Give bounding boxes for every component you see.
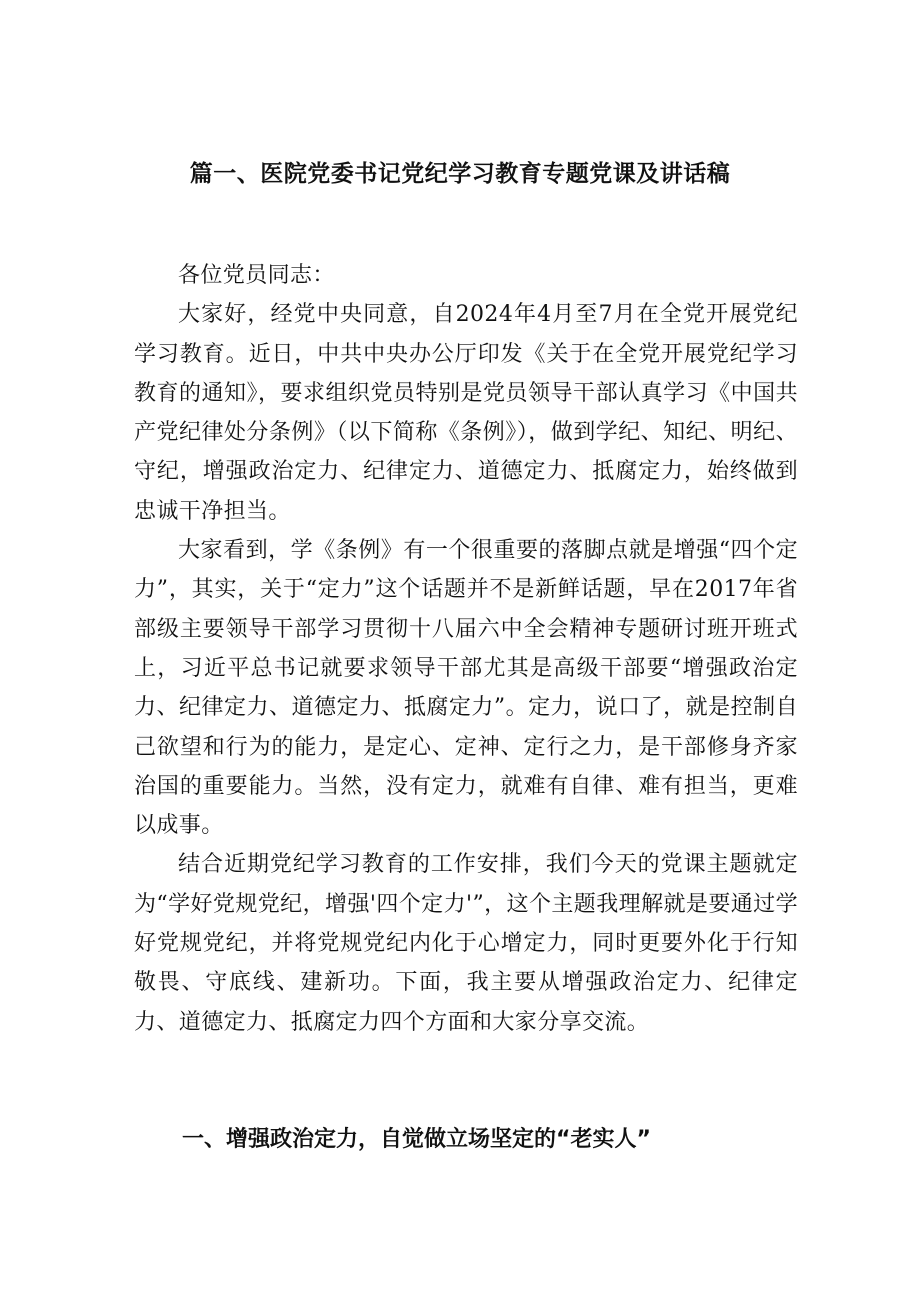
salutation: 各位党员同志： bbox=[178, 263, 335, 288]
document-title: 篇一、医院党委书记党纪学习教育专题党课及讲话稿 bbox=[189, 161, 731, 187]
section-heading: 一、增强政治定力，自觉做立场坚定的“老实人” bbox=[182, 1127, 651, 1152]
document-body bbox=[134, 256, 798, 1042]
paragraph-2: 大家看到，学《条例》有一个很重要的落脚点就是增强“四个定力”，其实，关于“定力”这个话题并不是新鲜话题，早在2017年省部级主要领导干部学习贯彻十八届六中全会精神专题研讨班开班式上，习近平总书记就要求领导干部尤其是高级干部要“增强政治定力、纪律定力、道德定力、抵腐定力”。定力，说口了，就是控制自己欲望和行为的能力，是定心、定神、定行之力，是干部修身齐家治国的重要能力。当然，没有定力，就难有自律、难有担当，更难以成事。 bbox=[134, 538, 798, 839]
paragraph-3: 结合近期党纪学习教育的工作安排，我们今天的党课主题就定为“学好党规党纪，增强'四个定力'”，这个主题我理解就是要通过学好党规党纪，并将党规党纪内化于心增定力，同时更要外化于行知敬畏、守底线、建新功。下面，我主要从增强政治定力、纪律定力、道德定力、抵腐定力四个方面和大家分享交流。 bbox=[134, 852, 798, 1035]
paragraph-1: 大家好，经党中央同意，自2024年4月至7月在全党开展党纪学习教育。近日，中共中央办公厅印发《关于在全党开展党纪学习教育的通知》，要求组织党员特别是党员领导干部认真学习《中国共产党纪律处分条例》（以下简称《条例》），做到学纪、知纪、明纪、守纪，增强政治定力、纪律定力、道德定力、抵腐定力，始终做到忠诚干净担当。 bbox=[134, 302, 798, 524]
